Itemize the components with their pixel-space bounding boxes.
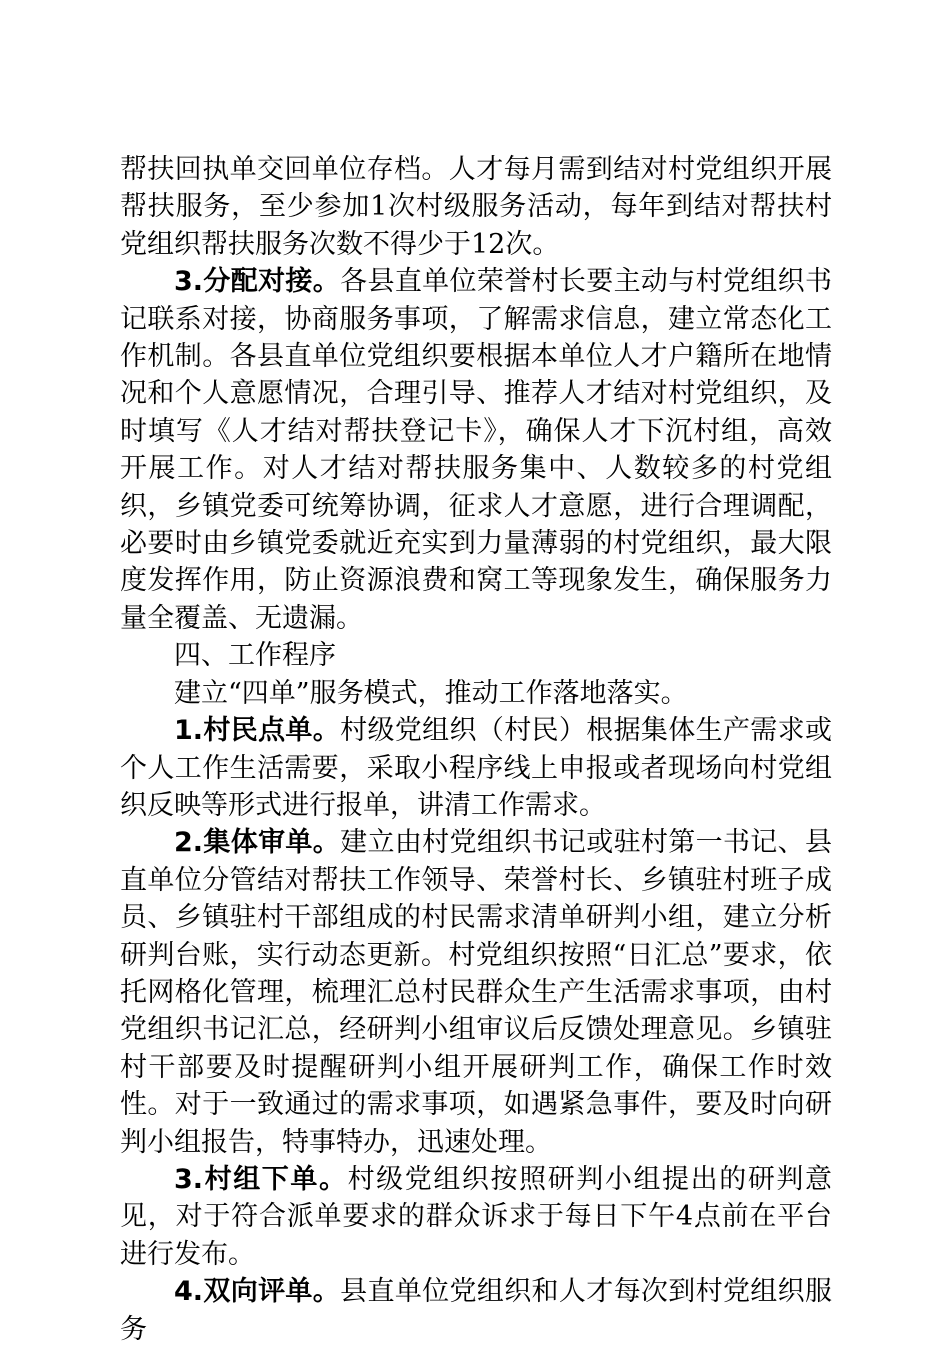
list-item-collective-review-body: 建立由村党组织书记或驻村第一书记、县直单位分管结对帮扶工作领导、荣誉村长、乡镇驻村班子成员、乡镇驻村干部组成的村民需求清单研判小组，建立分析研判台账，实行动态更新。村党组织按照“日汇总”要求，依托网格化管理，梳理汇总村民群众生产生活需求事项，由村党组织书记汇总，经研判小组审议后反馈处理意见。乡镇驻村干部要及时提醒研判小组开展研判工作，确保工作时效性。对于一致通过的需求事项，如遇紧急事件，要及时向研判小组报告，特事特办，迅速处理。 <box>120 827 833 1158</box>
document-page <box>120 151 832 1348</box>
list-item-two-way-evaluation-body: 县直单位党组织和人才每次到村党组织服务 <box>120 1276 833 1345</box>
list-item-village-dispatch <box>120 1161 832 1273</box>
section-intro: 建立“四单”服务模式，推动工作落地落实。 <box>174 677 688 709</box>
list-item-two-way-evaluation <box>120 1273 832 1348</box>
list-item-collective-review-lead: 2.集体审单。 <box>174 827 341 859</box>
list-item-village-dispatch-body: 村级党组织按照研判小组提出的研判意见，对于符合派单要求的群众诉求于每日下午4点前在平台进行发布。 <box>120 1163 832 1270</box>
list-item-villager-order-lead: 1.村民点单。 <box>174 715 341 747</box>
paragraph-continued-body: 帮扶回执单交回单位存档。人才每月需到结对村党组织开展帮扶服务，至少参加1次村级服务活动，每年到结对帮扶村党组织帮扶服务次数不得少于12次。 <box>120 154 832 260</box>
paragraph-allocation-body: 各县直单位荣誉村长要主动与村党组织书记联系对接，协商服务事项，了解需求信息，建立常态化工作机制。各县直单位党组织要根据本单位人才户籍所在地情况和个人意愿情况，合理引导、推荐人才结对村党组织，及时填写《人才结对帮扶登记卡》，确保人才下沉村组，高效开展工作。对人才结对帮扶服务集中、人数较多的村党组织，乡镇党委可统筹协调，征求人才意愿，进行合理调配，必要时由乡镇党委就近充实到力量薄弱的村党组织，最大限度发挥作用，防止资源浪费和窝工等现象发生，确保服务力量全覆盖、无遗漏。 <box>120 266 833 634</box>
section-heading: 四、工作程序 <box>174 640 336 672</box>
list-item-two-way-evaluation-lead: 4.双向评单。 <box>174 1276 341 1308</box>
list-item-villager-order-body: 村级党组织（村民）根据集体生产需求或个人工作生活需要，采取小程序线上申报或者现场向村党组织反映等形式进行报单，讲清工作需求。 <box>120 715 833 821</box>
list-item-villager-order <box>120 712 832 824</box>
paragraph-allocation-lead: 3.分配对接。 <box>174 266 341 298</box>
paragraph-allocation <box>120 263 832 637</box>
paragraph-continued <box>120 151 832 263</box>
list-item-village-dispatch-lead: 3.村组下单。 <box>174 1163 348 1195</box>
list-item-collective-review <box>120 824 832 1161</box>
